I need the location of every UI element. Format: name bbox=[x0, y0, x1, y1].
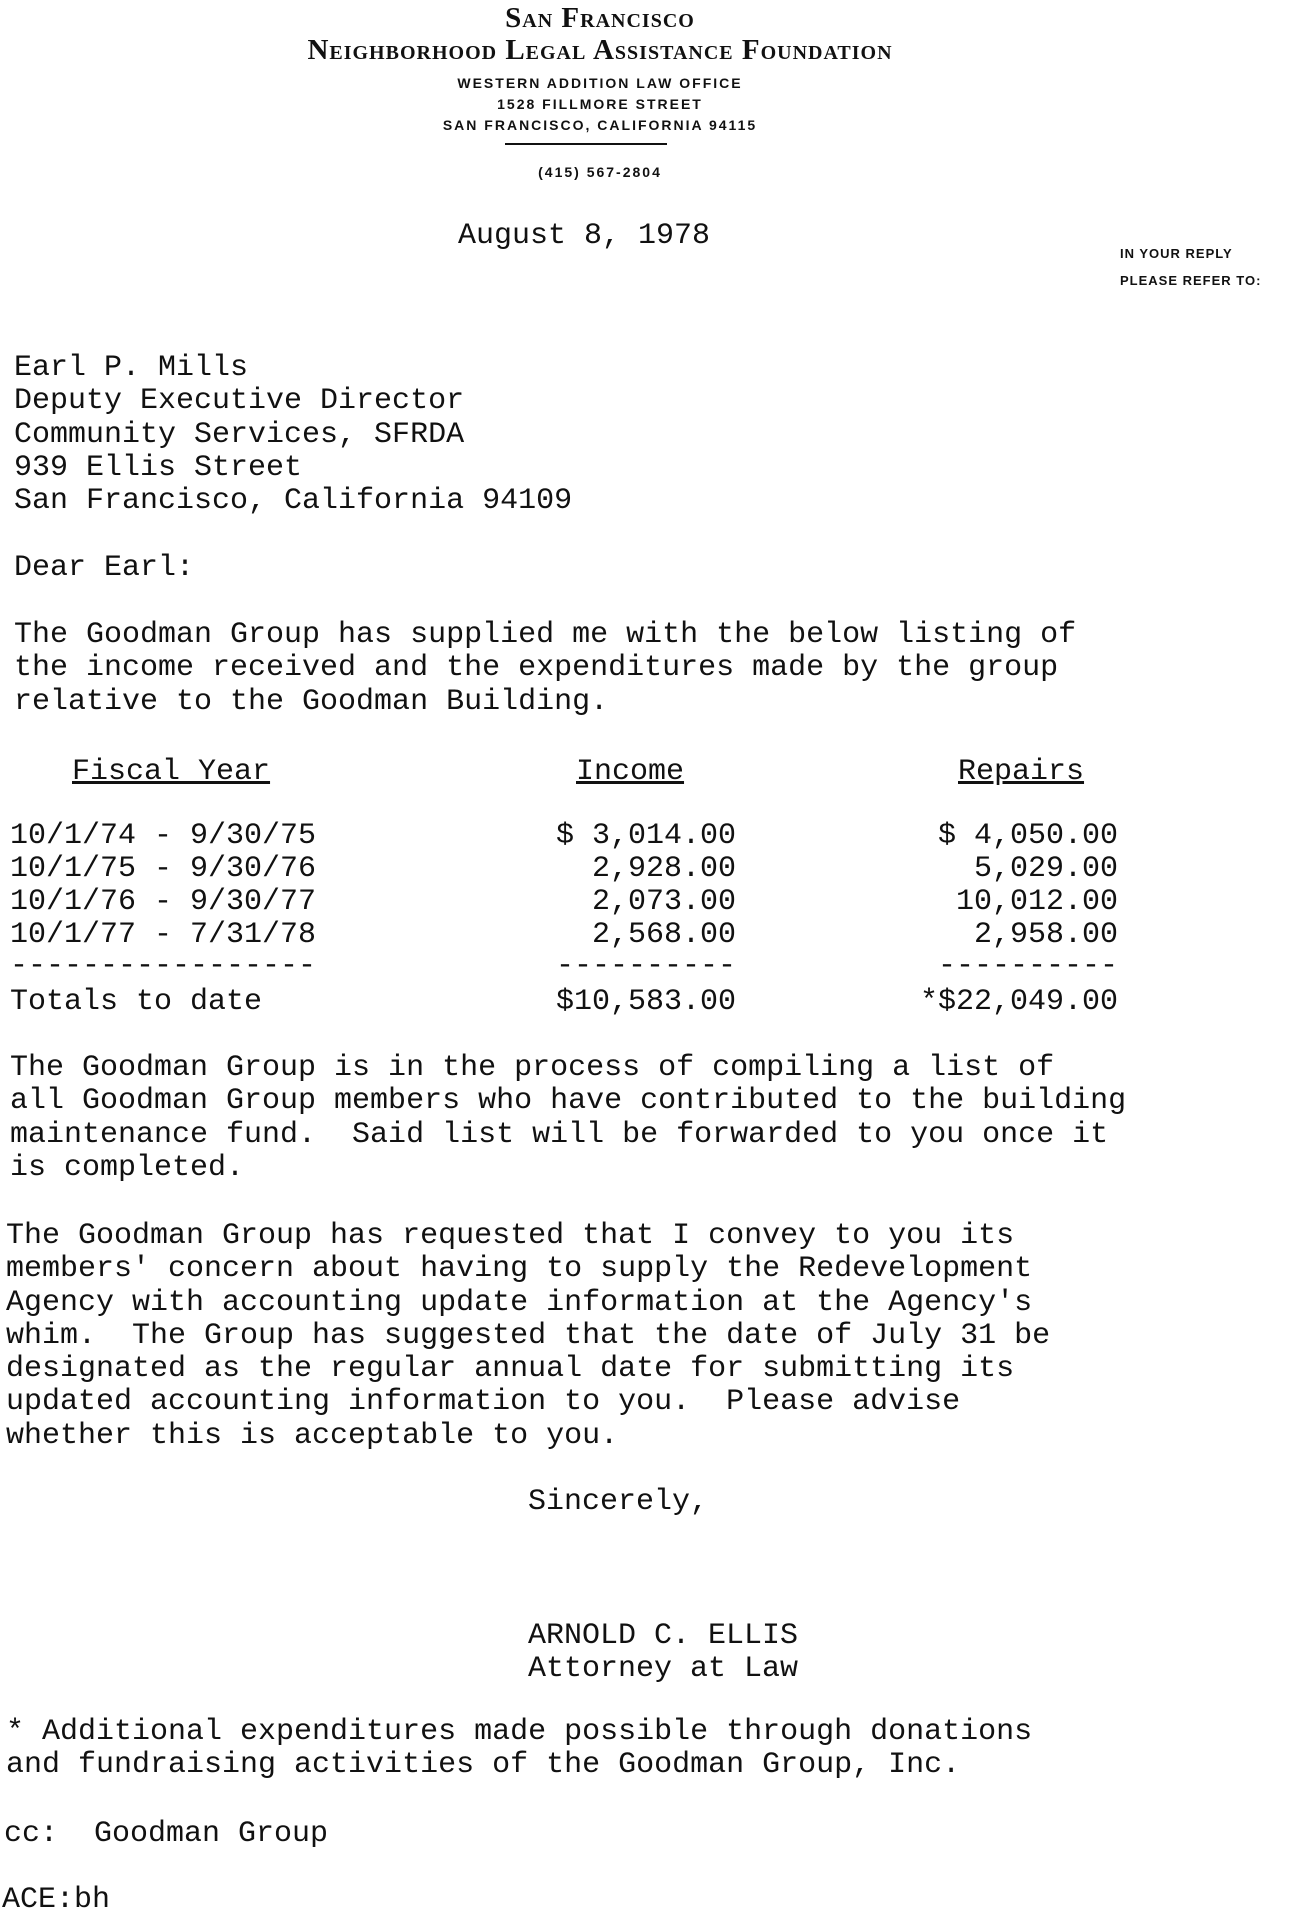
footnote-line: * Additional expenditures made possible through donations bbox=[6, 1715, 1033, 1749]
paragraph-2 bbox=[10, 1052, 1126, 1185]
paragraph-line: designated as the regular annual date for submitting its bbox=[6, 1352, 1015, 1387]
table-cell-fiscal-year: 10/1/76 - 9/30/77 bbox=[10, 885, 317, 919]
paragraph-3 bbox=[6, 1220, 1050, 1453]
paragraph-line: The Goodman Group has supplied me with the below listing of bbox=[14, 618, 1077, 652]
recipient-line: Community Services, SFRDA bbox=[14, 417, 465, 452]
paragraph-line: maintenance fund. Said list will be forwarded to you once it bbox=[10, 1117, 1109, 1152]
recipient-line: Deputy Executive Director bbox=[14, 384, 465, 419]
letterhead-org-line2: Neighborhood Legal Assistance Foundation bbox=[307, 34, 893, 66]
cc-line: cc: Goodman Group bbox=[4, 1817, 329, 1851]
paragraph-line: Agency with accounting update information at the Agency's bbox=[6, 1285, 1033, 1320]
paragraph-line: whether this is acceptable to you. bbox=[6, 1418, 619, 1453]
table-separator: ---------- bbox=[937, 949, 1118, 983]
letterhead-phone: (415) 567-2804 bbox=[538, 164, 662, 180]
recipient-address bbox=[14, 352, 572, 518]
table-cell-repairs: 5,029.00 bbox=[973, 852, 1118, 886]
table-cell-repairs: 2,958.00 bbox=[973, 918, 1118, 952]
table-cell-fiscal-year: 10/1/77 - 7/31/78 bbox=[10, 918, 317, 952]
table-cell-repairs: 10,012.00 bbox=[955, 885, 1118, 919]
letterhead-org-line1: San Francisco bbox=[505, 2, 695, 34]
table-totals-income: $10,583.00 bbox=[555, 985, 736, 1019]
reply-note-line2: PLEASE REFER TO: bbox=[1120, 273, 1262, 288]
paragraph-line: relative to the Goodman Building. bbox=[14, 684, 609, 719]
paragraph-line: is completed. bbox=[10, 1150, 245, 1185]
table-cell-income: 2,928.00 bbox=[591, 852, 736, 886]
letterhead-street: 1528 FILLMORE STREET bbox=[497, 96, 703, 112]
table-header-income: Income bbox=[576, 755, 685, 789]
paragraph-line: The Goodman Group is in the process of compiling a list of bbox=[10, 1051, 1055, 1085]
table-cell-fiscal-year: 10/1/74 - 9/30/75 bbox=[10, 819, 317, 853]
table-cell-income: $ 3,014.00 bbox=[555, 819, 736, 853]
paragraph-line: The Goodman Group has requested that I convey to you its bbox=[6, 1219, 1015, 1253]
table-cell-income: 2,568.00 bbox=[591, 918, 736, 952]
letterhead-divider bbox=[505, 143, 667, 145]
paragraph-line: the income received and the expenditures made by the group bbox=[14, 651, 1059, 686]
table-separator: ----------------- bbox=[10, 949, 317, 983]
letterhead-city: SAN FRANCISCO, CALIFORNIA 94115 bbox=[442, 117, 758, 133]
typist-initials: ACE:bh bbox=[2, 1883, 111, 1917]
paragraph-line: whim. The Group has suggested that the date of July 31 be bbox=[6, 1318, 1051, 1353]
table-header-fiscal-year: Fiscal Year bbox=[72, 755, 271, 789]
paragraph-line: members' concern about having to supply the Redevelopment bbox=[6, 1252, 1033, 1287]
table-cell-income: 2,073.00 bbox=[591, 885, 736, 919]
letter-date: August 8, 1978 bbox=[458, 219, 711, 253]
signature-title: Attorney at Law bbox=[528, 1652, 799, 1686]
signature-name: ARNOLD C. ELLIS bbox=[528, 1619, 799, 1653]
recipient-line: San Francisco, California 94109 bbox=[14, 484, 573, 519]
letterhead-office: WESTERN ADDITION LAW OFFICE bbox=[457, 75, 743, 91]
paragraph-line: all Goodman Group members who have contributed to the building bbox=[10, 1084, 1127, 1119]
recipient-line: Earl P. Mills bbox=[14, 351, 249, 385]
paragraph-line: updated accounting information to you. Please advise bbox=[6, 1385, 961, 1420]
table-cell-fiscal-year: 10/1/75 - 9/30/76 bbox=[10, 852, 317, 886]
closing: Sincerely, bbox=[528, 1485, 709, 1519]
table-header-repairs: Repairs bbox=[958, 755, 1085, 789]
recipient-line: 939 Ellis Street bbox=[14, 450, 303, 485]
reply-note-line1: IN YOUR REPLY bbox=[1120, 246, 1233, 261]
table-separator: ---------- bbox=[555, 949, 736, 983]
salutation: Dear Earl: bbox=[14, 551, 195, 585]
table-totals-label: Totals to date bbox=[10, 985, 263, 1019]
table-cell-repairs: $ 4,050.00 bbox=[937, 819, 1118, 853]
table-totals-repairs: *$22,049.00 bbox=[919, 985, 1118, 1019]
footnote-line: and fundraising activities of the Goodman Group, Inc. bbox=[6, 1748, 961, 1783]
footnote bbox=[6, 1716, 1032, 1783]
paragraph-1 bbox=[14, 619, 1076, 719]
